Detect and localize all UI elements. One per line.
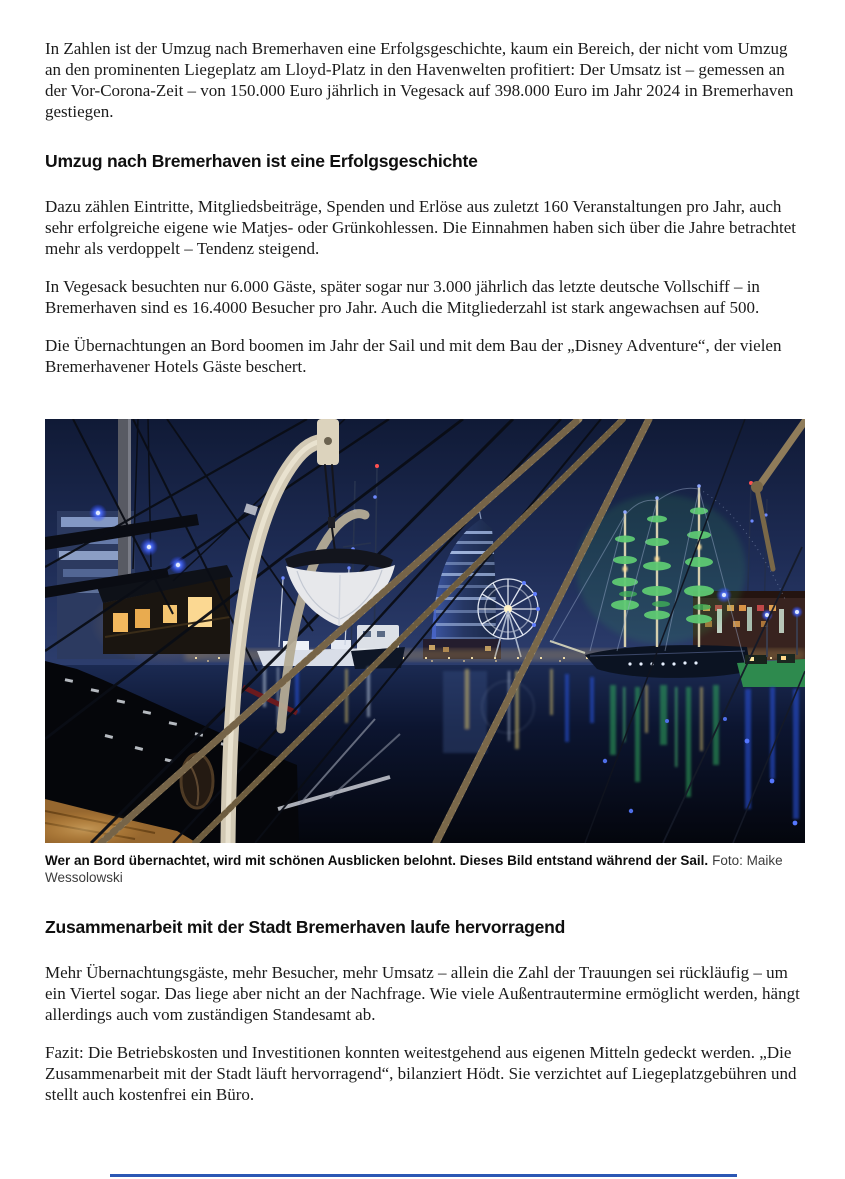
intro-paragraph: In Zahlen ist der Umzug nach Bremerhaven eine Erfolgsgeschichte, kaum ein Bereich, der nicht vom Umzug an den prominenten Liegeplatz am Lloyd-Platz in den Havenwelten profitiert: Der Umsatz ist – gemessen an der Vor-Corona-Zeit – von 150.000 Euro jährlich in Vegesack auf 398.000 Euro im Jahr 2024 in Bremerhaven gestiegen. bbox=[45, 39, 794, 121]
section-heading-erfolgsgeschichte: Umzug nach Bremerhaven ist eine Erfolgsgeschichte bbox=[45, 151, 478, 171]
paragraph-einnahmen: Dazu zählen Eintritte, Mitgliedsbeiträge, Spenden und Erlöse aus zuletzt 160 Veranstaltungen pro Jahr, auch sehr erfolgreiche eigene wie Matjes- oder Grünkohlessen. Die Einnahmen haben sich über die Jahre betrachtet mehr als verdoppelt – Tendenz steigend. bbox=[45, 197, 797, 258]
paragraph-trauungen: Mehr Übernachtungsgäste, mehr Besucher, mehr Umsatz – allein die Zahl der Trauungen sei rückläufig – um ein Viertel sogar. Das liege aber nicht an der Nachfrage. Wie viele Außentrautermine ermöglicht werden, hängt allerdings auch vom zuständigen Standesamt ab. bbox=[45, 963, 800, 1024]
paragraph-besucher: In Vegesack besuchten nur 6.000 Gäste, später sogar nur 3.000 jährlich das letzte deutsche Vollschiff – in Bremerhaven sind es 16.4000 Besucher pro Jahr. Auch die Mitgliederzahl ist stark angewachsen auf 500. bbox=[45, 277, 760, 317]
bottom-divider bbox=[110, 1174, 737, 1177]
image-caption-text: Wer an Bord übernachtet, wird mit schönen Ausblicken belohnt. Dieses Bild entstand während der Sail. bbox=[45, 853, 709, 868]
image-caption bbox=[45, 852, 805, 886]
section-heading-zusammenarbeit: Zusammenarbeit mit der Stadt Bremerhaven laufe hervorragend bbox=[45, 917, 566, 937]
harbor-night-photo-illustration bbox=[45, 419, 805, 843]
paragraph-fazit: Fazit: Die Betriebskosten und Investitionen konnten weitestgehend aus eigenen Mitteln gedeckt werden. „Die Zusammenarbeit mit der Stadt läuft hervorragend“, bilanziert Hödt. Sie verzichtet auf Liegeplatzgebühren und stellt auch kostenfrei ein Büro. bbox=[45, 1043, 797, 1104]
article-figure bbox=[45, 419, 805, 886]
paragraph-uebernachtungen: Die Übernachtungen an Bord boomen im Jahr der Sail und mit dem Bau der „Disney Adventure“, der vielen Bremerhavener Hotels Gäste beschert. bbox=[45, 336, 782, 376]
harbor-night-photo bbox=[45, 419, 805, 843]
image-credit: Foto: Maike Wessolowski bbox=[45, 853, 783, 885]
